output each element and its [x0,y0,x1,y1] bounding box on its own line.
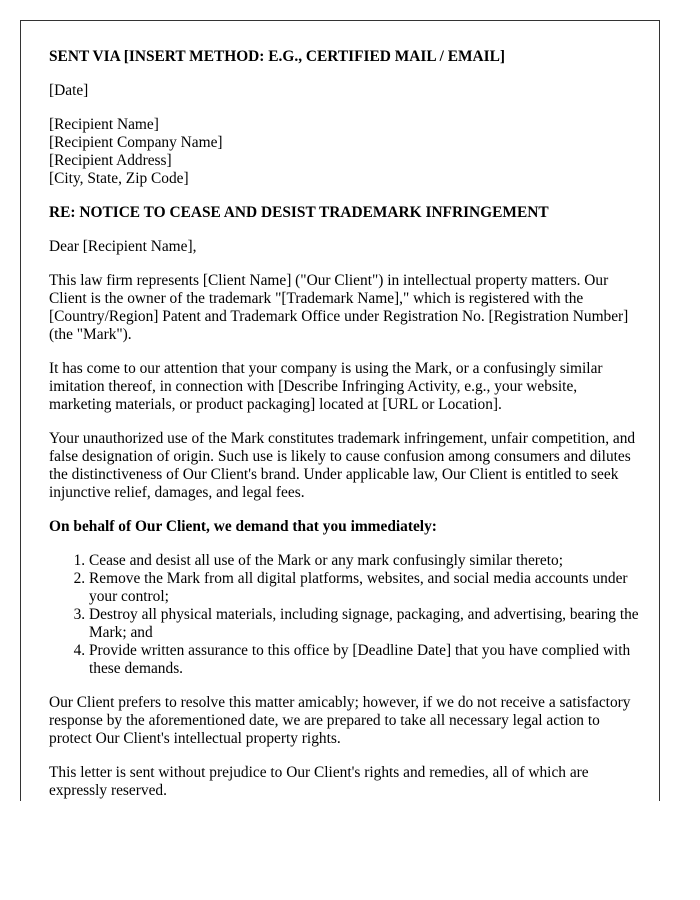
recipient-city-state-zip: [City, State, Zip Code] [49,170,189,187]
paragraph-resolution: Our Client prefers to resolve this matter amicably; however, if we do not receive a satisfactory response by the aforementioned date, we are prepared to take all necessary legal action to protect Our Client's intellectual property rights. [49,694,631,747]
date-line: [Date] [49,82,89,99]
paragraph-reservation-of-rights: This letter is sent without prejudice to Our Client's rights and remedies, all of which are expressly reserved. [49,764,589,799]
demand-item: 4. Provide written assurance to this office by [Deadline Date] that you have complied with these demands. [89,642,639,678]
salutation: Dear [Recipient Name], [49,238,197,255]
demand-heading: On behalf of Our Client, we demand that you immediately: [49,518,437,535]
paragraph-representation: This law firm represents [Client Name] ("Our Client") in intellectual property matters. Our Client is the owner of the trademark "[Trademark Name]," which is registered with the [Country/Region] Patent and Trademark Office under Registration No. [Registration Number] (the "Mark"). [49,272,629,343]
demand-list [49,552,639,678]
demand-item: 3. Destroy all physical materials, including signage, packaging, and advertising, bearing the Mark; and [89,606,639,642]
recipient-address-block [49,116,639,188]
letter-page [20,20,660,801]
recipient-name: [Recipient Name] [49,116,159,133]
demand-item: 1. Cease and desist all use of the Mark or any mark confusingly similar thereto; [89,552,639,570]
sent-via-line: SENT VIA [INSERT METHOD: E.G., CERTIFIED MAIL / EMAIL] [49,48,506,65]
recipient-address: [Recipient Address] [49,152,172,169]
letter-content [49,48,639,801]
recipient-company: [Recipient Company Name] [49,134,223,151]
paragraph-infringement-notice: It has come to our attention that your company is using the Mark, or a confusingly similar imitation thereof, in connection with [Describe Infringing Activity, e.g., your website, marketing materials, or product packaging] located at [URL or Location]. [49,360,603,413]
paragraph-legal-basis: Your unauthorized use of the Mark constitutes trademark infringement, unfair competition, and false designation of origin. Such use is likely to cause confusion among consumers and dilutes the distinctiveness of Our Client's brand. Under applicable law, Our Client is entitled to seek injunctive relief, damages, and legal fees. [49,430,636,501]
subject-line: RE: NOTICE TO CEASE AND DESIST TRADEMARK INFRINGEMENT [49,204,549,221]
demand-item: 2. Remove the Mark from all digital platforms, websites, and social media accounts under your control; [89,570,639,606]
